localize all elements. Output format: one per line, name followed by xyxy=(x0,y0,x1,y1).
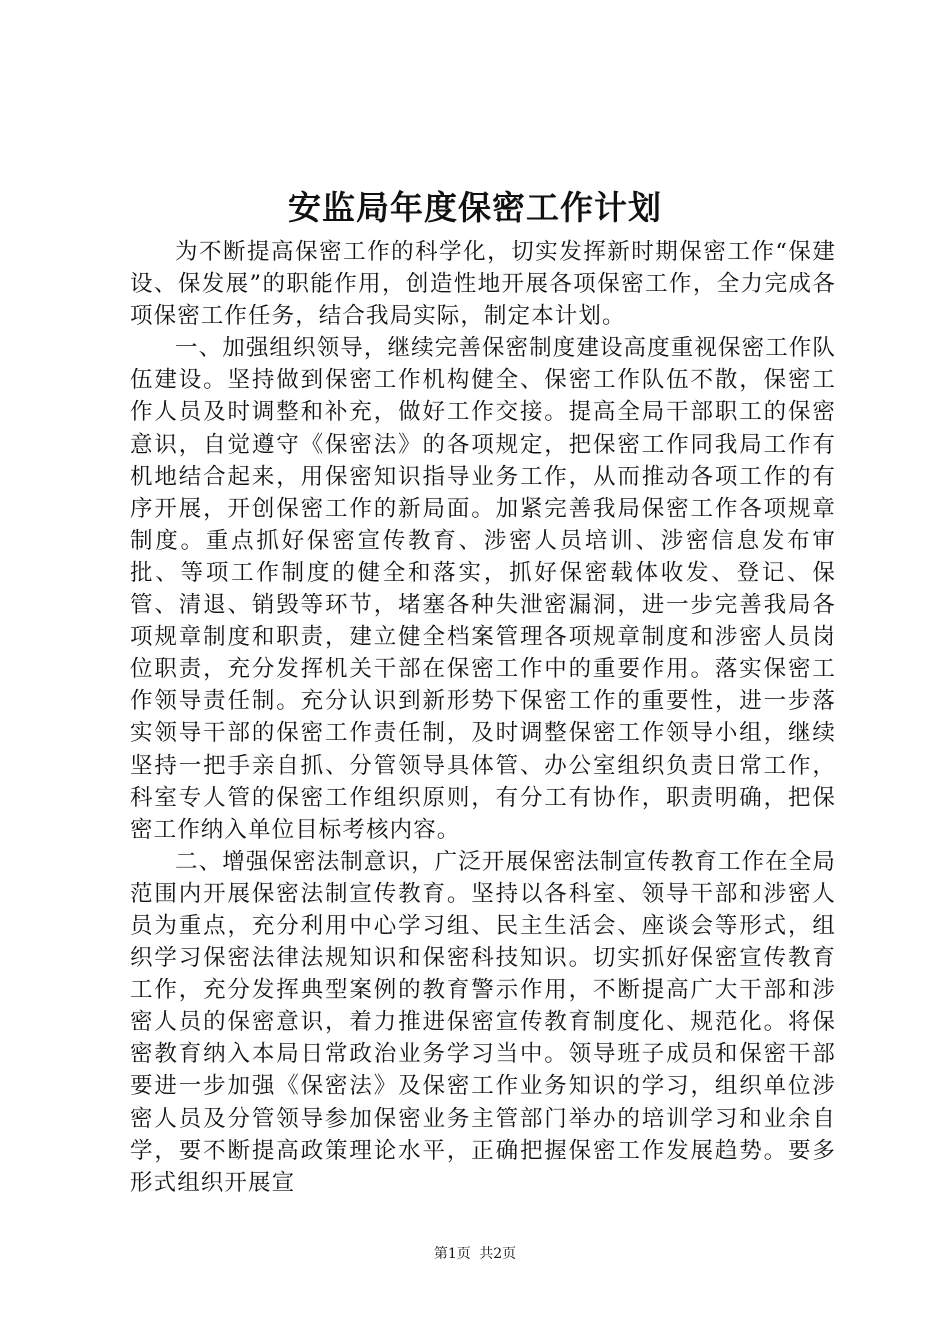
paragraph-section-1: 一、加强组织领导，继续完善保密制度建设高度重视保密工作队伍建设。坚持做到保密工作机构健全、保密工作队伍不散，保密工作人员及时调整和补充，做好工作交接。提高全局干部职工的保密意识，自觉遵守《保密法》的各项规定，把保密工作同我局工作有机地结合起来，用保密知识指导业务工作，从而推动各项工作的有序开展，开创保密工作的新局面。加紧完善我局保密工作各项规章制度。重点抓好保密宣传教育、涉密人员培训、涉密信息发布审批、等项工作制度的健全和落实，抓好保密载体收发、登记、保管、清退、销毁等环节，堵塞各种失泄密漏洞，进一步完善我局各项规章制度和职责，建立健全档案管理各项规章制度和涉密人员岗位职责，充分发挥机关干部在保密工作中的重要作用。落实保密工作领导责任制。充分认识到新形势下保密工作的重要性，进一步落实领导干部的保密工作责任制，及时调整保密工作领导小组，继续坚持一把手亲自抓、分管领导具体管、办公室组织负责日常工作，科室专人管的保密工作组织原则，有分工有协作，职责明确，把保密工作纳入单位目标考核内容。 xyxy=(130,335,836,843)
document-body xyxy=(130,236,836,1199)
paragraph-intro: 为不断提高保密工作的科学化，切实发挥新时期保密工作“保建设、保发展”的职能作用，创造性地开展各项保密工作，全力完成各项保密工作任务，结合我局实际，制定本计划。 xyxy=(130,239,836,330)
page-number-total: 共2页 xyxy=(479,1246,517,1262)
page-number-current: 第1页 xyxy=(433,1246,471,1262)
paragraph-section-2: 二、增强保密法制意识，广泛开展保密法制宣传教育工作在全局范围内开展保密法制宣传教育。坚持以各科室、领导干部和涉密人员为重点，充分利用中心学习组、民主生活会、座谈会等形式，组织学习保密法律法规知识和保密科技知识。切实抓好保密宣传教育工作，充分发挥典型案例的教育警示作用，不断提高广大干部和涉密人员的保密意识，着力推进保密宣传教育制度化、规范化。将保密教育纳入本局日常政治业务学习当中。领导班子成员和保密干部要进一步加强《保密法》及保密工作业务知识的学习，组织单位涉密人员及分管领导参加保密业务主管部门举办的培训学习和业余自学，要不断提高政策理论水平，正确把握保密工作发展趋势。要多形式组织开展宣 xyxy=(130,848,836,1196)
page-footer xyxy=(0,1244,950,1264)
document-title: 安监局年度保密工作计划 xyxy=(288,188,662,227)
